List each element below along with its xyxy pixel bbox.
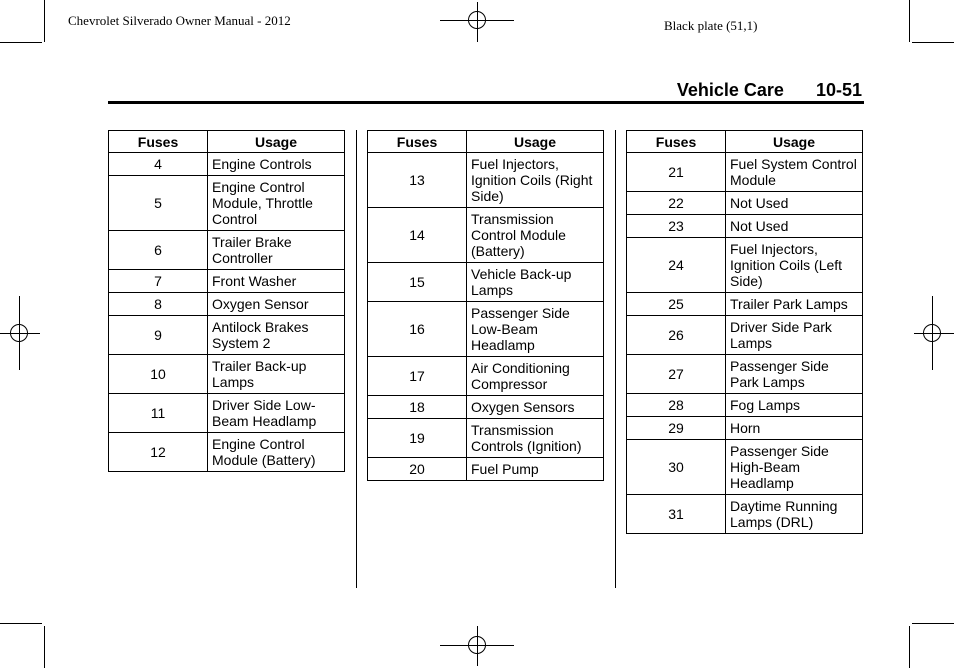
table-row — [368, 263, 604, 302]
column-header-usage: Usage — [208, 131, 345, 153]
fuse-usage: Driver Side Low-Beam Headlamp — [208, 394, 345, 433]
fuse-usage: Engine Controls — [208, 153, 345, 176]
fuse-usage: Trailer Park Lamps — [726, 293, 863, 316]
fuse-number: 31 — [627, 495, 726, 534]
fuse-number: 21 — [627, 153, 726, 192]
table-row — [627, 238, 863, 293]
table-row — [368, 419, 604, 458]
fuse-number: 8 — [109, 293, 208, 316]
fuse-usage: Antilock Brakes System 2 — [208, 316, 345, 355]
fuse-number: 22 — [627, 192, 726, 215]
fuse-number: 5 — [109, 176, 208, 231]
registration-mark-bottom — [440, 626, 514, 666]
table-row — [627, 293, 863, 316]
fuse-number: 18 — [368, 396, 467, 419]
plate-label: Black plate (51,1) — [664, 18, 758, 33]
fuse-usage: Oxygen Sensor — [208, 293, 345, 316]
crop-mark — [0, 42, 42, 43]
registration-mark-left — [0, 296, 40, 370]
table-row — [109, 231, 345, 270]
heading-rule — [108, 101, 864, 104]
column-header-usage: Usage — [467, 131, 604, 153]
table-row — [627, 316, 863, 355]
fuse-number: 26 — [627, 316, 726, 355]
table-row — [627, 192, 863, 215]
fuse-usage: Driver Side Park Lamps — [726, 316, 863, 355]
fuse-number: 11 — [109, 394, 208, 433]
crop-mark — [909, 0, 910, 42]
table-row — [627, 394, 863, 417]
fuse-usage: Horn — [726, 417, 863, 440]
fuse-number: 30 — [627, 440, 726, 495]
fuse-number: 17 — [368, 357, 467, 396]
fuse-usage: Fog Lamps — [726, 394, 863, 417]
fuse-usage: Trailer Back-up Lamps — [208, 355, 345, 394]
table-row — [368, 396, 604, 419]
fuse-usage: Vehicle Back-up Lamps — [467, 263, 604, 302]
fuse-number: 4 — [109, 153, 208, 176]
fuse-usage: Oxygen Sensors — [467, 396, 604, 419]
fuse-usage: Daytime Running Lamps (DRL) — [726, 495, 863, 534]
column-header-fuses: Fuses — [109, 131, 208, 153]
fuse-number: 9 — [109, 316, 208, 355]
table-row — [368, 458, 604, 481]
table-row — [368, 153, 604, 208]
fuse-usage: Transmission Controls (Ignition) — [467, 419, 604, 458]
fuse-usage: Passenger Side Low-Beam Headlamp — [467, 302, 604, 357]
fuse-usage: Passenger Side High-Beam Headlamp — [726, 440, 863, 495]
fuse-usage: Front Washer — [208, 270, 345, 293]
table-row — [109, 293, 345, 316]
column-header-fuses: Fuses — [368, 131, 467, 153]
fuse-usage: Not Used — [726, 215, 863, 238]
crop-mark — [909, 626, 910, 668]
fuse-number: 29 — [627, 417, 726, 440]
column-header-usage: Usage — [726, 131, 863, 153]
table-row — [109, 270, 345, 293]
fuse-number: 10 — [109, 355, 208, 394]
table-row — [627, 355, 863, 394]
fuse-number: 14 — [368, 208, 467, 263]
table-row — [627, 440, 863, 495]
fuse-number: 24 — [627, 238, 726, 293]
fuse-usage: Fuel Pump — [467, 458, 604, 481]
table-row — [627, 215, 863, 238]
fuse-number: 19 — [368, 419, 467, 458]
crop-mark — [912, 623, 954, 624]
table-row — [368, 302, 604, 357]
fuse-number: 13 — [368, 153, 467, 208]
fuse-number: 20 — [368, 458, 467, 481]
fuse-number: 27 — [627, 355, 726, 394]
fuse-number: 16 — [368, 302, 467, 357]
fuse-table-2 — [367, 130, 604, 481]
fuse-number: 15 — [368, 263, 467, 302]
table-row — [109, 433, 345, 472]
table-row — [627, 495, 863, 534]
fuse-usage: Fuel Injectors, Ignition Coils (Left Side) — [726, 238, 863, 293]
table-row — [368, 208, 604, 263]
fuse-usage: Passenger Side Park Lamps — [726, 355, 863, 394]
fuse-number: 7 — [109, 270, 208, 293]
column-divider — [615, 130, 616, 588]
table-row — [627, 153, 863, 192]
fuse-number: 25 — [627, 293, 726, 316]
fuse-usage: Fuel System Control Module — [726, 153, 863, 192]
crop-mark — [0, 623, 42, 624]
fuse-usage: Fuel Injectors, Ignition Coils (Right Side) — [467, 153, 604, 208]
manual-title: Chevrolet Silverado Owner Manual - 2012 — [68, 13, 291, 28]
table-row — [109, 153, 345, 176]
table-row — [109, 394, 345, 433]
table-row — [627, 417, 863, 440]
fuse-usage: Engine Control Module, Throttle Control — [208, 176, 345, 231]
section-title: Vehicle Care — [676, 80, 784, 100]
table-row — [109, 176, 345, 231]
fuse-usage: Transmission Control Module (Battery) — [467, 208, 604, 263]
column-header-fuses: Fuses — [627, 131, 726, 153]
section-heading — [677, 80, 862, 101]
fuse-usage: Not Used — [726, 192, 863, 215]
fuse-usage: Trailer Brake Controller — [208, 231, 345, 270]
registration-mark-top — [440, 2, 514, 42]
fuse-table-1 — [108, 130, 345, 472]
table-row — [109, 355, 345, 394]
crop-mark — [44, 626, 45, 668]
registration-mark-right — [914, 296, 954, 370]
page-number: 10-51 — [815, 80, 862, 100]
fuse-number: 28 — [627, 394, 726, 417]
fuse-table-3 — [626, 130, 863, 534]
table-row — [109, 316, 345, 355]
fuse-number: 23 — [627, 215, 726, 238]
fuse-number: 12 — [109, 433, 208, 472]
table-row — [368, 357, 604, 396]
fuse-number: 6 — [109, 231, 208, 270]
fuse-usage: Engine Control Module (Battery) — [208, 433, 345, 472]
column-divider — [356, 130, 357, 588]
crop-mark — [44, 0, 45, 42]
crop-mark — [912, 42, 954, 43]
fuse-usage: Air Conditioning Compressor — [467, 357, 604, 396]
